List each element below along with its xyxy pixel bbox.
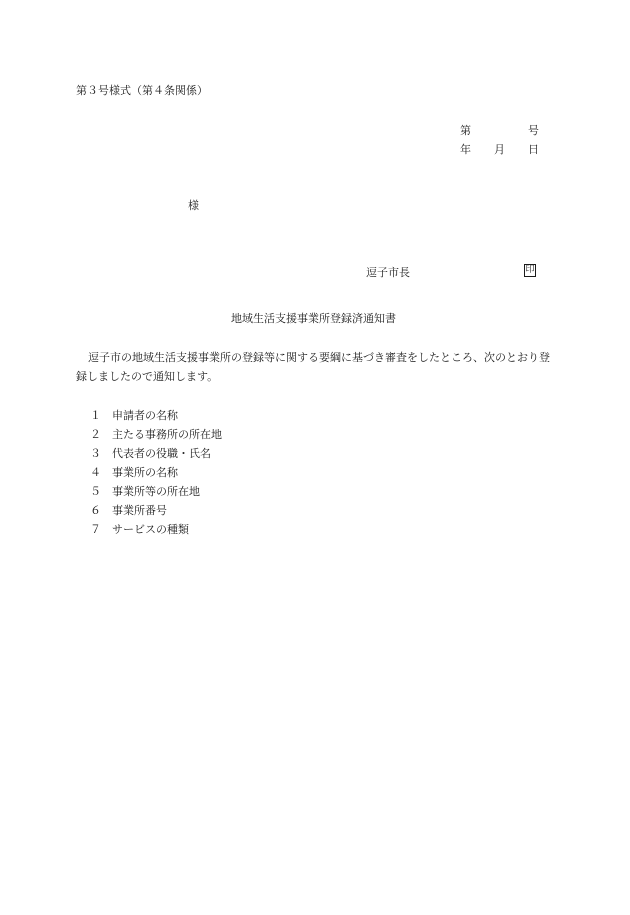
item-label: 代表者の役職・氏名 <box>112 447 211 460</box>
document-number-prefix: 第 <box>460 124 471 137</box>
item-number: ３ <box>90 447 101 460</box>
list-item <box>90 425 222 444</box>
date-year-label: 年 <box>460 143 471 156</box>
item-label: 事業所番号 <box>112 504 167 517</box>
item-label: 事業所等の所在地 <box>112 485 200 498</box>
list-item <box>90 444 222 463</box>
item-list <box>90 406 222 539</box>
form-number: 第３号様式（第４条関係） <box>76 84 208 97</box>
item-label: 主たる事務所の所在地 <box>112 428 222 441</box>
recipient-honorific: 様 <box>188 199 199 212</box>
item-number: ７ <box>90 523 101 536</box>
item-label: 申請者の名称 <box>112 409 178 422</box>
issuer-name: 逗子市長 <box>366 266 410 279</box>
item-number: ４ <box>90 466 101 479</box>
item-number: ２ <box>90 428 101 441</box>
document-title: 地域生活支援事業所登録済通知書 <box>231 312 396 325</box>
list-item <box>90 406 222 425</box>
item-number: ６ <box>90 504 101 517</box>
item-label: 事業所の名称 <box>112 466 178 479</box>
item-label: サービスの種類 <box>112 523 189 536</box>
list-item <box>90 482 222 501</box>
date-day-label: 日 <box>528 143 539 156</box>
seal-stamp: 印 <box>525 265 535 275</box>
document-number-suffix: 号 <box>528 124 539 137</box>
item-number: １ <box>90 409 101 422</box>
list-item <box>90 520 222 539</box>
body-paragraph: 逗子市の地域生活支援事業所の登録等に関する要綱に基づき審査をしたところ、次のとおり登録しましたので通知します。 <box>76 351 550 383</box>
date-month-label: 月 <box>494 143 505 156</box>
item-number: ５ <box>90 485 101 498</box>
list-item <box>90 463 222 482</box>
list-item <box>90 501 222 520</box>
